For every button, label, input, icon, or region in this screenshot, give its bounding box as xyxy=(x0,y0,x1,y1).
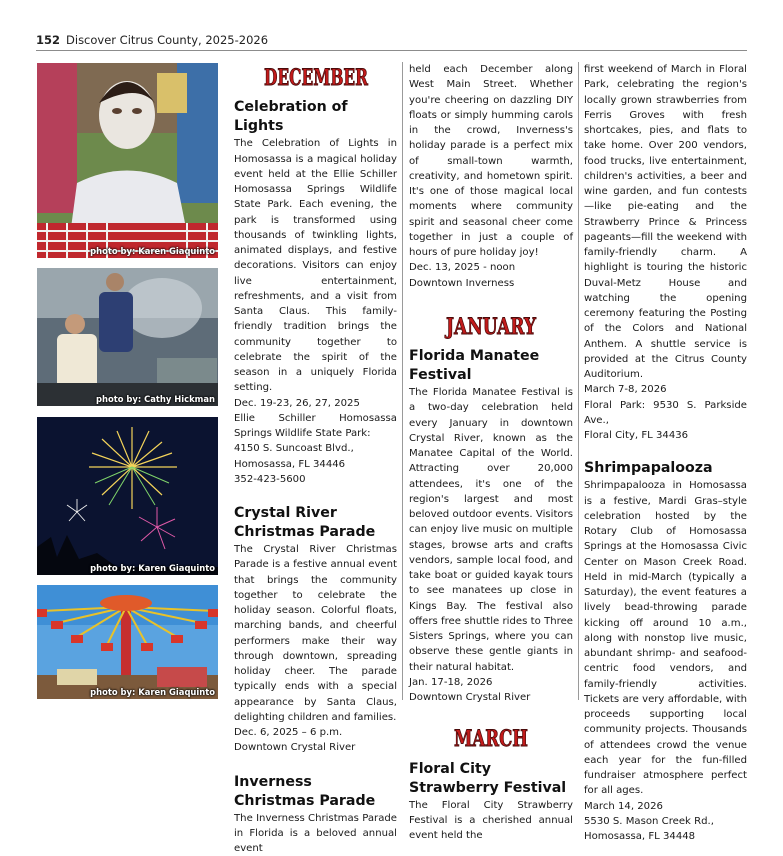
event-location-manatee: Downtown Crystal River xyxy=(409,690,573,705)
event-title-crystal: Crystal River Christmas Parade xyxy=(234,504,397,542)
photo-credit: photo by: Cathy Hickman xyxy=(96,394,215,404)
column-december xyxy=(234,62,397,856)
event-body-strawberry-part1: The Floral City Strawberry Festival is a cherished annual event held the xyxy=(409,798,573,844)
month-heading-march xyxy=(409,723,573,758)
column-january xyxy=(409,62,573,843)
event-title-manatee: Florida Manatee Festival xyxy=(409,347,573,385)
month-banner-december xyxy=(262,62,370,92)
photo-lights-night-image xyxy=(37,268,218,406)
photo-carnival-ride-image xyxy=(37,585,218,699)
event-title-strawberry: Floral City Strawberry Festival xyxy=(409,760,573,798)
event-title-shrimp: Shrimpapalooza xyxy=(584,459,747,478)
photo-carnival-ride xyxy=(37,585,218,699)
event-title-lights: Celebration of Lights xyxy=(234,98,397,136)
photo-credit: photo by: Karen Giaquinto xyxy=(90,563,215,573)
month-banner-january xyxy=(444,311,538,341)
month-label-march: MARCH xyxy=(454,726,528,752)
event-phone-lights: 352-423-5600 xyxy=(234,472,397,487)
column-march xyxy=(584,62,747,844)
event-body-crystal: The Crystal River Christmas Parade is a festive annual event that brings the community together to celebrate the holiday season. Colorful floats, marching bands, and cheerful performers make their way through downtown, spreading holiday cheer. The parade typically ends with a special appearance by Santa Claus, delighting children and families. xyxy=(234,542,397,725)
column-divider xyxy=(402,62,403,700)
event-location-crystal: Downtown Crystal River xyxy=(234,740,397,755)
event-dates-shrimp: March 14, 2026 xyxy=(584,799,747,814)
event-dates-crystal: Dec. 6, 2025 – 6 p.m. xyxy=(234,725,397,740)
column-divider xyxy=(578,62,579,700)
publication-title: Discover Citrus County, 2025-2026 xyxy=(66,33,268,47)
photo-credit: photo by: Karen Giaquinto xyxy=(90,687,215,697)
photo-lights-night xyxy=(37,268,218,406)
photo-fireworks-image xyxy=(37,417,218,575)
event-dates-strawberry: March 7-8, 2026 xyxy=(584,382,747,397)
event-title-inverness: Inverness Christmas Parade xyxy=(234,773,397,811)
event-address-lights-1: 4150 S. Suncoast Blvd., xyxy=(234,441,397,456)
photo-pie-eating-image xyxy=(37,63,218,258)
photo-pie-eating xyxy=(37,63,218,258)
month-label-december: DECEMBER xyxy=(264,65,369,91)
month-heading-december xyxy=(234,62,397,97)
event-address-lights-2: Homosassa, FL 34446 xyxy=(234,457,397,472)
header-rule xyxy=(36,50,747,51)
event-address-shrimp-1: 5530 S. Mason Creek Rd., xyxy=(584,814,747,829)
event-body-lights: The Celebration of Lights in Homosassa is a magical holiday event held at the Ellie Schiller Homosassa Springs Wildlife State Park. Each evening, the park is transformed using thousands of twinkling lights, animated displays, and festive decorations. Visitors can enjoy live entertainment, refreshments, and a visit from Santa Claus. This family-friendly tradition brings the community together to celebrate the spirit of the season in a uniquely Florida setting. xyxy=(234,136,397,395)
month-label-january: JANUARY xyxy=(444,314,536,340)
event-body-strawberry-part2: first weekend of March in Floral Park, celebrating the region's locally grown strawberries from Ferris Groves with fresh shortcakes, pies, and flats to take home. Over 200 vendors, food trucks, live entertainment, children's activities, a beer and wine garden, and fun contests—like pie-eating and the Strawberry Prince & Princess pageants—fill the weekend with family-friendly charm. A highlight is touring the historic Duval-Metz House and watching the opening ceremony featuring the Posting of the Colors and National Anthem. A shuttle service is provided at the Citrus County Auditorium. xyxy=(584,62,747,382)
page-number: 152 xyxy=(36,33,60,47)
event-dates-manatee: Jan. 17-18, 2026 xyxy=(409,675,573,690)
month-banner-march xyxy=(452,723,530,753)
event-body-shrimp: Shrimpapalooza in Homosassa is a festive, Mardi Gras–style celebration hosted by the Rotary Club of Homosassa Springs at the Homosassa Civic Center on Mason Creek Road. Held in mid-March (typically a Saturday), the event features a lively bead-throwing parade kicking off around 10 a.m., along with nonstop live music, abundant shrimp- and seafood-centric food vendors, and family-friendly activities. Tickets are very affordable, with proceeds supporting local community projects. Thousands of attendees crowd the venue each year for the fun-filled fundraiser atmosphere perfect for all ages. xyxy=(584,478,747,798)
event-body-inverness-part1: The Inverness Christmas Parade in Florida is a beloved annual event xyxy=(234,811,397,856)
photo-credit: photo by: Karen Giaquinto xyxy=(90,246,215,256)
event-dates-inverness: Dec. 13, 2025 - noon xyxy=(409,260,573,275)
event-location-inverness: Downtown Inverness xyxy=(409,276,573,291)
event-body-manatee: The Florida Manatee Festival is a two-day celebration held every January in downtown Crystal River, known as the Manatee Capital of the World. Attracting over 20,000 attendees, it's one of the region's largest and most beloved outdoor events. Visitors can enjoy live music on multiple stages, browse arts and crafts vendors, sample local food, and take boat or guided kayak tours to see manatees up close in Kings Bay. The festival also offers free shuttle rides to Three Sisters Springs, where you can observe these gentle giants in their natural habitat. xyxy=(409,385,573,675)
month-heading-january xyxy=(409,311,573,346)
page-header xyxy=(36,33,268,47)
event-address-shrimp-2: Homosassa, FL 34448 xyxy=(584,829,747,844)
event-address-strawberry-2: Floral City, FL 34436 xyxy=(584,428,747,443)
photo-fireworks xyxy=(37,417,218,575)
event-address-strawberry-1: Floral Park: 9530 S. Parkside Ave., xyxy=(584,398,747,429)
event-body-inverness-part2: held each December along West Main Street. Whether you're cheering on dazzling DIY floats or simply humming carols in the crowd, Inverness's holiday parade is a perfect mix of small-town warmth, creativity, and hometown spirit. It's one of those magical local moments where community spirit and seasonal cheer come together in just a couple of hours of pure holiday joy! xyxy=(409,62,573,260)
event-dates-lights: Dec. 19-23, 26, 27, 2025 xyxy=(234,396,397,411)
event-venue-lights: Ellie Schiller Homosassa Springs Wildlife State Park: xyxy=(234,411,397,442)
